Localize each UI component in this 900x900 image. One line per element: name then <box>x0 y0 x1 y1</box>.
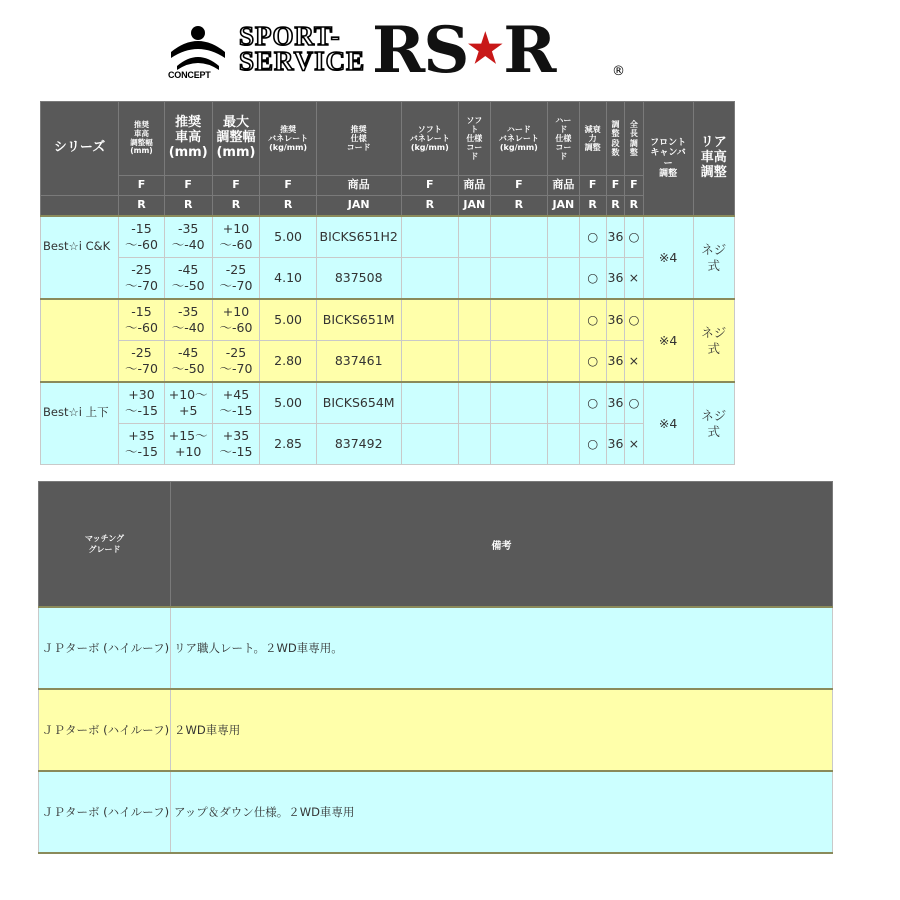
grade-cell: ＪＰターボ (ハイルーフ) <box>39 771 171 853</box>
rsr-wordmark <box>372 14 554 86</box>
concept-label: CONCEPT <box>168 70 211 80</box>
rs-text: RS <box>372 13 468 88</box>
table-row: -25 ～-70 -45～-50 -25～-70 4.10 837508 ○ 36 × <box>41 258 735 300</box>
star-icon: ★ <box>467 25 504 72</box>
table-row: Best☆i 上下 +30 ～-15 +10～+5 +45 ～-15 5.00 BICKS654M ○ 36 ○ ※4 ネジ 式 <box>41 382 735 424</box>
grade-cell: ＪＰターボ (ハイルーフ) <box>39 689 171 771</box>
header-row-rear: R R R R JAN R JAN R JAN R R R <box>41 196 735 217</box>
header-height: 推奨 車高 (mm) <box>164 102 212 176</box>
header-damping: 減衰 力 調整 <box>579 102 606 176</box>
table-row <box>39 771 833 853</box>
header-series: シリーズ <box>41 102 119 196</box>
header-rear-height: リア 車高 調整 <box>693 102 734 217</box>
remark-cell: ２WD車専用 <box>171 689 833 771</box>
header-adjust-range: 推奨 車高 調整幅 (mm) <box>119 102 165 176</box>
header-spec-code: 推奨 仕様 コード <box>316 102 401 176</box>
brand-logo <box>167 13 637 88</box>
camber-note: ※4 <box>643 299 693 382</box>
series-name: Best☆i C&K <box>41 216 119 299</box>
camber-note: ※4 <box>643 216 693 299</box>
spec-table <box>40 101 735 465</box>
service-text: SERVICE <box>239 46 366 76</box>
sport-text: SPORT- <box>239 21 341 51</box>
header-remarks: 備考 <box>171 482 833 608</box>
table-row <box>39 607 833 689</box>
registered-mark: ® <box>612 64 625 79</box>
table-row: +35 ～-15 +15～ +10 +35 ～-15 2.85 837492 ○ 36 × <box>41 424 735 465</box>
table-row: -15 ～-60 -35～-40 +10 ～-60 5.00 BICKS651M ○ 36 ○ ※4 ネジ 式 <box>41 299 735 341</box>
header-hard-rate: ハード バネレート (kg/mm) <box>490 102 548 176</box>
header-matching-grade: マッチング グレード <box>39 482 171 608</box>
header-steps: 調 整 段 数 <box>606 102 624 176</box>
table-row: Best☆i C&K -15 ～-60 -35～-40 +10 ～-60 5.00 BICKS651H2 ○ 36 ○ ※4 ネジ 式 <box>41 216 735 258</box>
r-text: R <box>503 13 555 88</box>
header-soft-code: ソフ ト 仕様 コー ド <box>459 102 490 176</box>
remark-cell: リア職人レート。２WD車専用。 <box>171 607 833 689</box>
series-name <box>41 299 119 382</box>
remark-cell: アップ＆ダウン仕様。２WD車専用 <box>171 771 833 853</box>
header-hard-code: ハー ド 仕様 コー ド <box>548 102 579 176</box>
header-front-camber: フロント キャンバ ー 調整 <box>643 102 693 217</box>
header-spring-rate: 推奨 バネレート (kg/mm) <box>260 102 316 176</box>
grade-cell: ＪＰターボ (ハイルーフ) <box>39 607 171 689</box>
series-name: Best☆i 上下 <box>41 382 119 465</box>
camber-note: ※4 <box>643 382 693 465</box>
header-row-front: F F F F 商品 F 商品 F 商品 F F F <box>41 176 735 196</box>
rear-type: ネジ 式 <box>693 216 734 299</box>
header-length-adjust: 全 長 調 整 <box>625 102 643 176</box>
table-row <box>39 689 833 771</box>
rear-type: ネジ 式 <box>693 382 734 465</box>
sport-service-wordmark <box>239 21 366 76</box>
rear-type: ネジ 式 <box>693 299 734 382</box>
header-max-range: 最大 調整幅 (mm) <box>212 102 260 176</box>
table-row: -25 ～-70 -45～-50 -25～-70 2.80 837461 ○ 36 × <box>41 341 735 383</box>
header-soft-rate: ソフト バネレート (kg/mm) <box>401 102 459 176</box>
notes-table <box>38 481 833 854</box>
